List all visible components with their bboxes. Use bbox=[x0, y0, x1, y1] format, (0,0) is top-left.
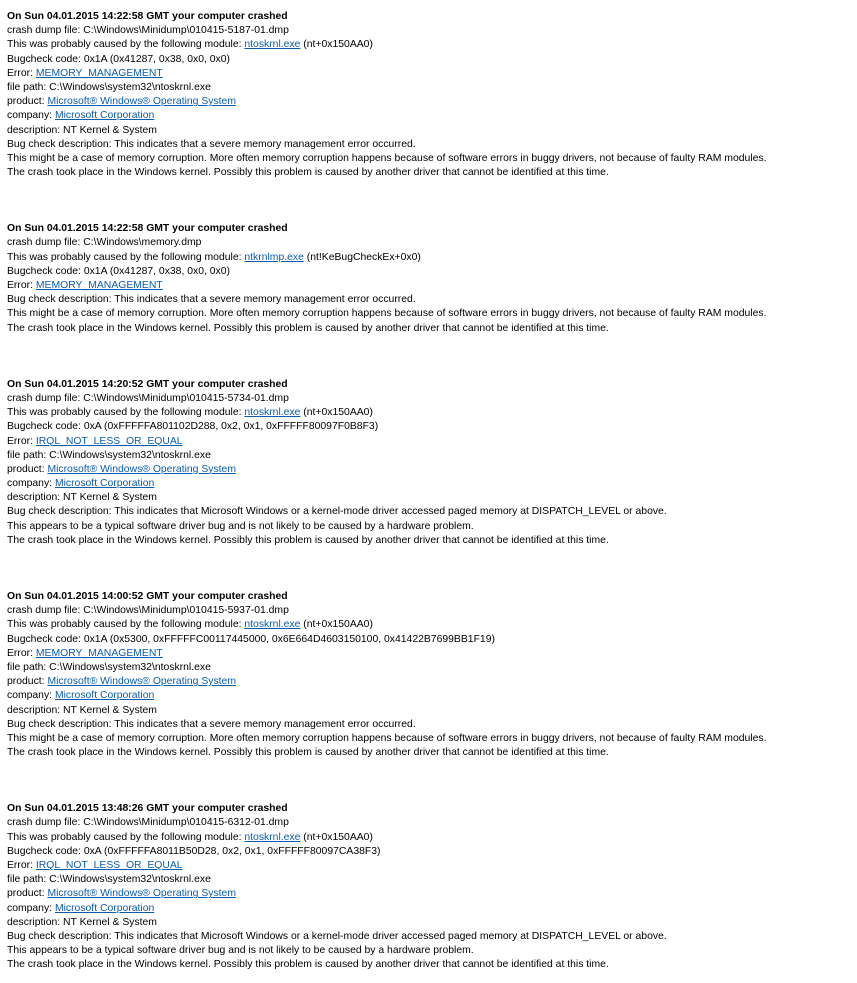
bug-check-description: This indicates that Microsoft Windows or a kernel-mode driver accessed paged memory at DISPATCH_LEVEL or above. bbox=[114, 930, 667, 942]
crash-heading: On Sun 04.01.2015 14:22:58 GMT your computer crashed bbox=[7, 223, 288, 235]
product-label: product: bbox=[7, 888, 48, 900]
crash-conclusion: The crash took place in the Windows kernel. Possibly this problem is caused by another driver that cannot be identified at this time. bbox=[7, 322, 609, 334]
crash-dump-label: crash dump file: bbox=[7, 237, 84, 249]
company-label: company: bbox=[7, 110, 55, 122]
crash-entry bbox=[7, 222, 852, 336]
description-label: description: bbox=[7, 124, 64, 136]
error-link[interactable]: IRQL_NOT_LESS_OR_EQUAL bbox=[35, 860, 183, 871]
description-label: description: bbox=[7, 916, 64, 928]
crash-dump-label: crash dump file: bbox=[7, 817, 84, 829]
bug-check-description-label: Bug check description: bbox=[7, 930, 115, 942]
product-label: product: bbox=[7, 96, 48, 108]
crash-conclusion: The crash took place in the Windows kernel. Possibly this problem is caused by another driver that cannot be identified at this time. bbox=[7, 747, 609, 759]
error-label: Error: bbox=[7, 67, 36, 79]
crash-note: This might be a case of memory corruption. More often memory corruption happens because of software errors in buggy drivers, not because of faulty RAM modules. bbox=[7, 152, 767, 164]
crash-report bbox=[7, 10, 852, 973]
bug-check-description: This indicates that a severe memory management error occurred. bbox=[114, 718, 416, 730]
file-path-label: file path: bbox=[7, 449, 50, 461]
description-text: NT Kernel & System bbox=[63, 124, 157, 136]
crash-entry bbox=[7, 378, 852, 548]
file-path-line bbox=[7, 873, 852, 887]
file-path: C:\Windows\system32\ntoskrnl.exe bbox=[49, 449, 211, 461]
crash-conclusion: The crash took place in the Windows kernel. Possibly this problem is caused by another driver that cannot be identified at this time. bbox=[7, 534, 609, 546]
description-text: NT Kernel & System bbox=[63, 916, 157, 928]
bugcheck-code: 0xA (0xFFFFFA8011B50D28, 0x2, 0x1, 0xFFFFF80097CA38F3) bbox=[83, 845, 381, 857]
bug-check-description-line bbox=[7, 293, 852, 307]
bug-check-description-label: Bug check description: bbox=[7, 506, 115, 518]
bug-check-description-label: Bug check description: bbox=[7, 294, 115, 306]
file-path: C:\Windows\system32\ntoskrnl.exe bbox=[49, 874, 211, 886]
module-line bbox=[7, 38, 852, 52]
module-line bbox=[7, 251, 852, 265]
module-link[interactable]: ntoskrnl.exe bbox=[244, 619, 301, 631]
description-line bbox=[7, 124, 852, 138]
file-path: C:\Windows\system32\ntoskrnl.exe bbox=[49, 81, 211, 93]
module-offset: (nt+0x150AA0) bbox=[300, 831, 373, 843]
crash-dump-label: crash dump file: bbox=[7, 392, 84, 404]
error-link[interactable]: MEMORY_MANAGEMENT bbox=[35, 280, 163, 291]
product-line bbox=[7, 675, 852, 689]
bug-check-description: This indicates that Microsoft Windows or a kernel-mode driver accessed paged memory at DISPATCH_LEVEL or above. bbox=[114, 506, 667, 518]
crash-heading: On Sun 04.01.2015 14:00:52 GMT your computer crashed bbox=[7, 591, 288, 602]
crash-note: This appears to be a typical software driver bug and is not likely to be caused by a hardware problem. bbox=[7, 945, 474, 957]
product-line bbox=[7, 887, 852, 901]
crash-heading: On Sun 04.01.2015 14:22:58 GMT your computer crashed bbox=[7, 11, 288, 22]
company-label: company: bbox=[7, 690, 55, 702]
crash-conclusion: The crash took place in the Windows kernel. Possibly this problem is caused by another driver that cannot be identified at this time. bbox=[7, 959, 609, 971]
bugcheck-label: Bugcheck code: bbox=[7, 53, 84, 65]
crash-dump-line bbox=[7, 816, 852, 830]
company-link[interactable]: Microsoft Corporation bbox=[54, 478, 155, 490]
file-path-label: file path: bbox=[7, 81, 50, 93]
bugcheck-line bbox=[7, 633, 852, 647]
module-cause-label: This was probably caused by the following module: bbox=[7, 831, 245, 843]
file-path-label: file path: bbox=[7, 661, 50, 673]
bugcheck-line bbox=[7, 265, 852, 279]
file-path-line bbox=[7, 449, 852, 463]
crash-dump-file: C:\Windows\Minidump\010415-5187-01.dmp bbox=[83, 25, 289, 37]
crash-entry bbox=[7, 802, 852, 972]
module-line bbox=[7, 831, 852, 845]
crash-entry bbox=[7, 10, 852, 180]
file-path-line bbox=[7, 81, 852, 95]
module-link[interactable]: ntoskrnl.exe bbox=[244, 39, 301, 51]
bugcheck-line bbox=[7, 845, 852, 859]
bug-check-description: This indicates that a severe memory management error occurred. bbox=[114, 138, 416, 150]
module-line bbox=[7, 618, 852, 632]
module-offset: (nt!KeBugCheckEx+0x0) bbox=[303, 251, 421, 263]
error-line bbox=[7, 435, 852, 449]
crash-note: This might be a case of memory corruption. More often memory corruption happens because of software errors in buggy drivers, not because of faulty RAM modules. bbox=[7, 732, 767, 744]
bug-check-description-line bbox=[7, 505, 852, 519]
description-text: NT Kernel & System bbox=[63, 492, 157, 504]
crash-dump-label: crash dump file: bbox=[7, 605, 84, 617]
product-link[interactable]: Microsoft® Windows® Operating System bbox=[47, 676, 236, 688]
module-offset: (nt+0x150AA0) bbox=[300, 619, 373, 631]
module-link[interactable]: ntoskrnl.exe bbox=[244, 831, 301, 843]
crash-dump-line bbox=[7, 392, 852, 406]
description-line bbox=[7, 491, 852, 505]
error-line bbox=[7, 67, 852, 81]
crash-dump-file: C:\Windows\memory.dmp bbox=[83, 237, 202, 249]
description-label: description: bbox=[7, 704, 64, 716]
module-cause-label: This was probably caused by the following module: bbox=[7, 251, 245, 263]
product-link[interactable]: Microsoft® Windows® Operating System bbox=[47, 463, 236, 475]
product-link[interactable]: Microsoft® Windows® Operating System bbox=[47, 96, 236, 108]
error-label: Error: bbox=[7, 647, 36, 659]
company-link[interactable]: Microsoft Corporation bbox=[54, 902, 155, 914]
crash-heading: On Sun 04.01.2015 13:48:26 GMT your computer crashed bbox=[7, 803, 288, 815]
module-offset: (nt+0x150AA0) bbox=[300, 407, 373, 419]
bugcheck-label: Bugcheck code: bbox=[7, 845, 84, 857]
module-link[interactable]: ntoskrnl.exe bbox=[244, 407, 301, 419]
company-label: company: bbox=[7, 902, 55, 914]
bugcheck-code: 0x1A (0x41287, 0x38, 0x0, 0x0) bbox=[83, 265, 230, 277]
bugcheck-line bbox=[7, 53, 852, 67]
company-link[interactable]: Microsoft Corporation bbox=[54, 690, 155, 702]
description-line bbox=[7, 916, 852, 930]
bugcheck-line bbox=[7, 420, 852, 434]
module-cause-label: This was probably caused by the following module: bbox=[7, 407, 245, 419]
product-line bbox=[7, 463, 852, 477]
error-link[interactable]: MEMORY_MANAGEMENT bbox=[35, 647, 163, 659]
error-link[interactable]: MEMORY_MANAGEMENT bbox=[35, 67, 163, 79]
error-label: Error: bbox=[7, 435, 36, 447]
description-line bbox=[7, 704, 852, 718]
module-link[interactable]: ntkrnlmp.exe bbox=[244, 251, 304, 263]
product-link[interactable]: Microsoft® Windows® Operating System bbox=[47, 888, 236, 900]
crash-note: This might be a case of memory corruption. More often memory corruption happens because of software errors in buggy drivers, not because of faulty RAM modules. bbox=[7, 308, 767, 320]
crash-dump-line bbox=[7, 236, 852, 250]
crash-heading: On Sun 04.01.2015 14:20:52 GMT your computer crashed bbox=[7, 378, 288, 390]
product-line bbox=[7, 95, 852, 109]
error-line bbox=[7, 647, 852, 661]
product-label: product: bbox=[7, 676, 48, 688]
bug-check-description-line bbox=[7, 138, 852, 152]
product-label: product: bbox=[7, 463, 48, 475]
crash-dump-line bbox=[7, 24, 852, 38]
bug-check-description: This indicates that a severe memory management error occurred. bbox=[114, 294, 416, 306]
bugcheck-label: Bugcheck code: bbox=[7, 265, 84, 277]
description-label: description: bbox=[7, 492, 64, 504]
company-label: company: bbox=[7, 478, 55, 490]
bug-check-description-label: Bug check description: bbox=[7, 718, 115, 730]
error-label: Error: bbox=[7, 860, 36, 871]
crash-conclusion: The crash took place in the Windows kernel. Possibly this problem is caused by another driver that cannot be identified at this time. bbox=[7, 167, 609, 179]
module-cause-label: This was probably caused by the following module: bbox=[7, 619, 245, 631]
bugcheck-code: 0xA (0xFFFFFA801102D288, 0x2, 0x1, 0xFFFFF80097F0B8F3) bbox=[83, 421, 379, 433]
module-line bbox=[7, 406, 852, 420]
company-line bbox=[7, 902, 852, 916]
company-line bbox=[7, 689, 852, 703]
crash-dump-file: C:\Windows\Minidump\010415-5734-01.dmp bbox=[83, 392, 289, 404]
file-path-label: file path: bbox=[7, 874, 50, 886]
bug-check-description-label: Bug check description: bbox=[7, 138, 115, 150]
company-line bbox=[7, 109, 852, 123]
bug-check-description-line bbox=[7, 718, 852, 732]
bugcheck-label: Bugcheck code: bbox=[7, 633, 84, 645]
crash-dump-file: C:\Windows\Minidump\010415-6312-01.dmp bbox=[83, 817, 289, 829]
file-path: C:\Windows\system32\ntoskrnl.exe bbox=[49, 661, 211, 673]
crash-dump-label: crash dump file: bbox=[7, 25, 84, 37]
bugcheck-code: 0x1A (0x5300, 0xFFFFFC00117445000, 0x6E664D4603150100, 0x41422B7699BB1F19) bbox=[83, 633, 495, 645]
error-label: Error: bbox=[7, 280, 36, 291]
error-link[interactable]: IRQL_NOT_LESS_OR_EQUAL bbox=[35, 435, 183, 447]
error-line bbox=[7, 859, 852, 873]
bugcheck-label: Bugcheck code: bbox=[7, 421, 84, 433]
file-path-line bbox=[7, 661, 852, 675]
crash-entry bbox=[7, 590, 852, 760]
bug-check-description-line bbox=[7, 930, 852, 944]
error-line bbox=[7, 279, 852, 293]
crash-dump-line bbox=[7, 604, 852, 618]
crash-note: This appears to be a typical software driver bug and is not likely to be caused by a hardware problem. bbox=[7, 520, 474, 532]
company-link[interactable]: Microsoft Corporation bbox=[54, 110, 155, 122]
description-text: NT Kernel & System bbox=[63, 704, 157, 716]
company-line bbox=[7, 477, 852, 491]
module-offset: (nt+0x150AA0) bbox=[300, 39, 373, 51]
module-cause-label: This was probably caused by the following module: bbox=[7, 39, 245, 51]
bugcheck-code: 0x1A (0x41287, 0x38, 0x0, 0x0) bbox=[83, 53, 230, 65]
crash-dump-file: C:\Windows\Minidump\010415-5937-01.dmp bbox=[83, 605, 289, 617]
